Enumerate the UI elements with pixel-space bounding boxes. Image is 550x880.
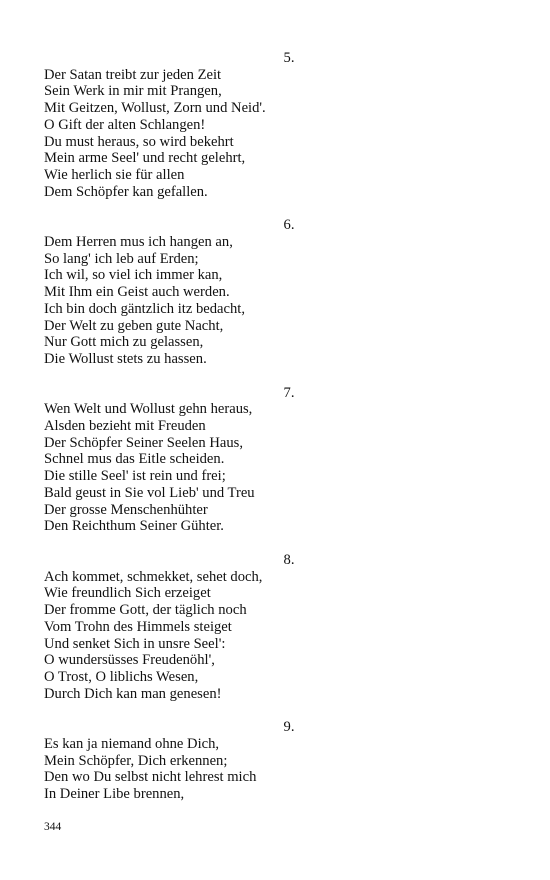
verse-line: Es kan ja niemand ohne Dich,	[44, 736, 220, 753]
verse-line: Nur Gott mich zu gelassen,	[44, 334, 204, 351]
stanza	[44, 217, 514, 367]
stanza-number: 9.	[283, 719, 295, 736]
verse-line: Wie herlich sie für allen	[44, 166, 185, 183]
verse-line: Dem Herren mus ich hangen an,	[44, 234, 233, 251]
verse-line: Ach kommet, schmekket, sehet doch,	[44, 568, 263, 585]
verse-line: Alsden bezieht mit Freuden	[44, 418, 206, 435]
stanza	[44, 50, 514, 200]
verse-line: Durch Dich kan man genesen!	[44, 685, 222, 702]
verse-line: Schnel mus das Eitle scheiden.	[44, 451, 225, 468]
verse-line: Den Reichthum Seiner Gühter.	[44, 518, 224, 535]
verse-line: Wie freundlich Sich erzeiget	[44, 585, 211, 602]
verse-line: Der Schöpfer Seiner Seelen Haus,	[44, 434, 243, 451]
verse-line: O wundersüsses Freudenöhl',	[44, 652, 215, 669]
verse-line: Ich bin doch gäntzlich itz bedacht,	[44, 300, 245, 317]
verse-line: Die Wollust stets zu hassen.	[44, 350, 207, 367]
verse-line: O Gift der alten Schlangen!	[44, 116, 206, 133]
stanza-number: 7.	[283, 384, 295, 401]
verse-line: Bald geust in Sie vol Lieb' und Treu	[44, 484, 255, 501]
verse-line: In Deiner Libe brennen,	[44, 786, 185, 803]
verse-line: So lang' ich leb auf Erden;	[44, 250, 199, 267]
verse-line: Mit Ihm ein Geist auch werden.	[44, 284, 230, 301]
stanza	[44, 385, 514, 535]
verse-line: Mein Schöpfer, Dich erkennen;	[44, 752, 228, 769]
verse-line: Du must heraus, so wird bekehrt	[44, 133, 234, 150]
verse-line: Der fromme Gott, der täglich noch	[44, 602, 247, 619]
verse-line: Mit Geitzen, Wollust, Zorn und Neid'.	[44, 100, 266, 117]
page-number: 344	[44, 821, 62, 833]
verse-line: Die stille Seel' ist rein und frei;	[44, 468, 226, 485]
verse-line: Wen Welt und Wollust gehn heraus,	[44, 401, 253, 418]
verse-line: Dem Schöpfer kan gefallen.	[44, 183, 208, 200]
verse-line: O Trost, O liblichs Wesen,	[44, 668, 199, 685]
verse-line: Der Welt zu geben gute Nacht,	[44, 317, 224, 334]
poem-text	[44, 50, 514, 820]
stanza	[44, 719, 514, 803]
verse-line: Der Satan treibt zur jeden Zeit	[44, 66, 222, 83]
stanza	[44, 552, 514, 702]
verse-line: Der grosse Menschenhühter	[44, 501, 208, 518]
verse-line: Und senket Sich in unsre Seel':	[44, 635, 226, 652]
verse-line: Mein arme Seel' und recht gelehrt,	[44, 150, 246, 167]
verse-line: Ich wil, so viel ich immer kan,	[44, 267, 223, 284]
stanza-number: 8.	[283, 551, 295, 568]
verse-line: Sein Werk in mir mit Prangen,	[44, 83, 222, 100]
stanza-number: 5.	[283, 50, 295, 66]
verse-line: Den wo Du selbst nicht lehrest mich	[44, 769, 257, 786]
stanza-number: 6.	[283, 217, 295, 234]
verse-line: Vom Trohn des Himmels steiget	[44, 618, 232, 635]
